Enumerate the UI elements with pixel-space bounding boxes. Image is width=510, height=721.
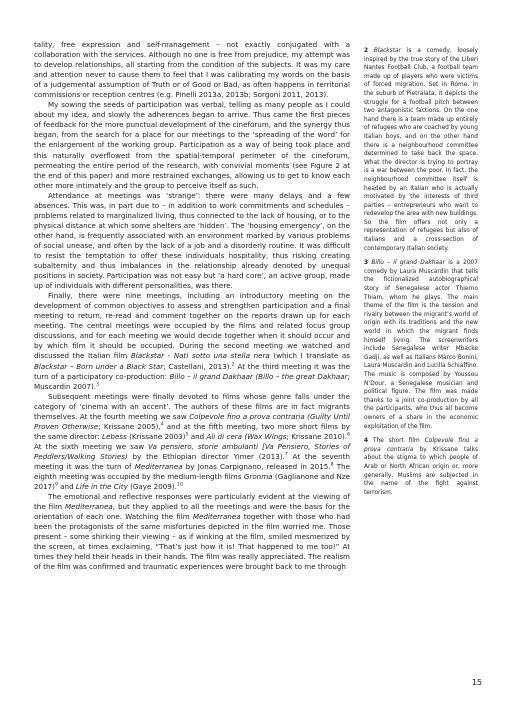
footnotes-column	[364, 47, 478, 503]
text-run: tality, free expression and self-management – not exactly conjugated with a collaboration with the services. Although no one is free from prejudice, my attempt was to develop relationships, all starting from the condition of the subjects. It was my care and attention never to cause them to feel that I was calibrating my words on the basis of a judgemental assumption of Truth or of Good or Bad, as often happens in territorial commissions or reception centres (e.g. Pinelli 2013a, 2013b; Sorgoni 2011, 2013).	[34, 40, 350, 100]
footnote-marker: 6	[347, 432, 350, 438]
text-run: Blackstar - Nati sotto una stella nera	[130, 351, 270, 361]
text-run: Colpevole fino a prova contraria (Guilty Until Proven Otherwise	[34, 411, 350, 431]
text-run: Blackstar	[373, 48, 402, 54]
body-paragraph	[34, 492, 350, 572]
text-run: Subsequent meetings were finally devoted to films whose genre falls under the category of ‘cinema with an accent’. The authors of these films are in fact migrants themselves. At the fourth meeting we saw	[34, 391, 350, 421]
text-run: is a comedy, loosely inspired by the true story of the Liberi Nantes Football Club, a football team made up of players who were victims of forced migration. Set in Rome, in the suburb of Pietralata, it depicts the struggle for a football pitch between two antagonistic factions. On the one hand there is a team made up entirely of refugees who are coached by young Italian boys, and on the other hand there is a neighbourhood committee determined to take back the space. What the director is trying to portray is a war between the poor. In fact, the neighbourhood committee itself is headed by an Italian who is actually motivated by the interests of third parties – entrepreneurs who want to redevelop the area with new buildings. So the film offers not only a representation of refugees but also of Italians and a cross-section of contemporary Italian society.	[364, 48, 479, 252]
text-run: and	[188, 431, 207, 441]
footnote-number: 4	[364, 438, 369, 445]
text-run: Life in the City	[75, 482, 128, 492]
text-run: , but they applied to all the meetings and were the basis for the orientation of each one. Watching the film	[34, 502, 350, 522]
text-run: ; Muscardin 2007).	[34, 371, 350, 391]
text-run: Mediterranea	[134, 461, 183, 471]
body-paragraph	[34, 191, 350, 291]
footnote	[364, 47, 478, 253]
text-run: My sowing the seeds of participation was verbal, telling as many people as I could about my idea, and slowly the adherences began to arrive. Thus came the first pieces of feedback for the more punctual development of the cineforum, and the synergy thus began, from the search for a place for our meetings to the ‘spreading of the word’ for the enlargement of the working group. Participation as a way of being took place and this naturally overflowed from the spatial-temporal perimeter of the cineforum, permeating the entire period of the research, with convivial moments (see Figure 2 at the end of this paper) and more restrained exchanges, allowing us to get to know each other more intimately and the group to perceive itself as such.	[34, 100, 350, 190]
text-run: and	[57, 482, 76, 492]
text-run: Mediterranea	[192, 512, 241, 522]
text-run: together with those who had been the protagonists of the same misfortunes depicted in the film worried me. Those present – some shirking their viewing – as if winking at the film, smiled mesmerized by the screen, at times exclaiming, “That’s just how it is! That happened to me too!” At times they held their heads in their hands. The film was really appreciated. The realism of the film was confirmed and traumatic experiences were brought back to me through	[34, 512, 350, 572]
footnote	[364, 437, 478, 497]
text-run: is a 2007 comedy by Laura Muscardin that tells the fictionalized autobiographical story of Senegalese actor Thierno Thiam, whom he plays. The main theme of the film is the tension and rivalry between the migrant’s world of origin with its traditions and the new world in which the migrant finds himself living. The screenwriters include Senegalese writer Mbacke Gadji, as well as Italians Marco Bonini, Laura Muscardin and Lucilla Schiaffino. The music is composed by Youssou N’Dour, a Senegalese musician and political figure. The film was made thanks to a joint co-production by all the participants, who thus all become owners of a share in the economic exploitation of the film.	[364, 260, 478, 430]
page-number: 15	[471, 678, 482, 687]
text-run: The eighth meeting was occupied by the medium-length films	[34, 461, 350, 482]
text-run: (Gaye 2009).	[127, 482, 177, 492]
text-run: At the sixth meeting we saw	[34, 441, 149, 451]
body-paragraph	[34, 291, 350, 391]
text-run: Ali di cera (Wax Wings	[206, 431, 287, 441]
text-run: Lebess	[102, 431, 127, 441]
footnote-number: 3	[364, 260, 369, 267]
main-text-column	[34, 40, 350, 572]
text-run: and at the fifth meeting, two more short films by the same director:	[34, 421, 350, 441]
text-run: ; Castellani, 2013).	[163, 361, 232, 371]
text-run: (Gaglianone and Nze 2017)	[34, 472, 350, 492]
body-paragraph	[34, 100, 350, 190]
text-run: At the seventh meeting it was the turn of	[34, 451, 351, 471]
footnote-marker: 5	[185, 432, 189, 438]
text-run: ; Krissane 2005),	[98, 421, 161, 431]
text-run: Va pensiero, storie ambulanti [Va Pensiero, Stories of Peddlers/Walking Stories)	[34, 441, 351, 461]
text-run: Billo – il grand Dakhaar	[371, 260, 445, 267]
body-paragraph	[34, 40, 350, 100]
text-run: by the Ethiopian director Yimer (2013).	[127, 451, 285, 461]
text-run: (which I translate as	[269, 351, 350, 361]
text-run: ; Krissane 2010).	[286, 431, 348, 441]
text-run: Colpevole fino a prova contraria	[364, 438, 478, 453]
text-run: The short film	[368, 438, 425, 445]
footnote	[364, 259, 478, 431]
text-run: Finally, there were nine meetings, including an introductory meeting on the development of common objectives to assess and strengthen participation and a final meeting to return, re-read and comment together on the reports drawn up for each meeting. The central meetings were occupied by the films and related focus group discussions, and for each meeting we would decide together when it should occur and by which film it should be occupied. During the second meeting we watched and discussed the Italian film	[34, 291, 350, 361]
footnote-marker: 9	[54, 482, 58, 488]
footnote-marker: 8	[330, 462, 334, 468]
text-run: The emotional and reflective responses were particularly evident at the viewing of the film	[34, 492, 350, 512]
text-run: by Jonas Carpignano, released in 2015.	[182, 461, 331, 471]
text-run: (Krissane 2003)	[126, 431, 186, 441]
text-run: by Krissane talks about the stigma to which people of Arab or North African origin or, more generally, Muslims are subjected in the name of the fight against terrorism.	[364, 446, 478, 496]
text-run: Gronma	[243, 472, 273, 482]
text-run: Blackstar – Born under a Black Star	[34, 361, 164, 371]
body-paragraph	[34, 392, 350, 492]
footnote-marker: 3	[96, 382, 99, 388]
text-run: Mediterranea	[64, 502, 113, 512]
text-run: At the third meeting it was the turn of a participatory co-production:	[34, 361, 350, 381]
text-run: Billo – il grand Dakhaar (Billo – the great Dakhaar	[169, 371, 348, 381]
text-run: Attendance at meetings was ‘strange’: there were many delays and a few absences. This was, in part due to – in addition to work commitments and schedules – problems related to marginalized living, thus connected to the lack of housing, or to the physical distance at which some shelters are ‘hidden’. The ‘housing emergency’, on the other hand, is frequently associated with an environment marked by various problems of social unease, and often by the lack of a job and a disorderly routine. It was difficult to resist the temptation to offer these individuals hospitality, thus risking creating subalternity and thus imbalances in the relationship already denoted by unequal positions in society. Participation was not easy but ‘a hard core’, an active group, made up of individuals with different personalities, was there.	[34, 190, 350, 291]
footnote-marker: 2	[231, 362, 235, 368]
footnote-marker: 10	[176, 482, 183, 488]
footnote-marker: 4	[160, 422, 164, 428]
footnote-marker: 7	[284, 452, 288, 458]
footnote-number: 2	[364, 48, 369, 54]
